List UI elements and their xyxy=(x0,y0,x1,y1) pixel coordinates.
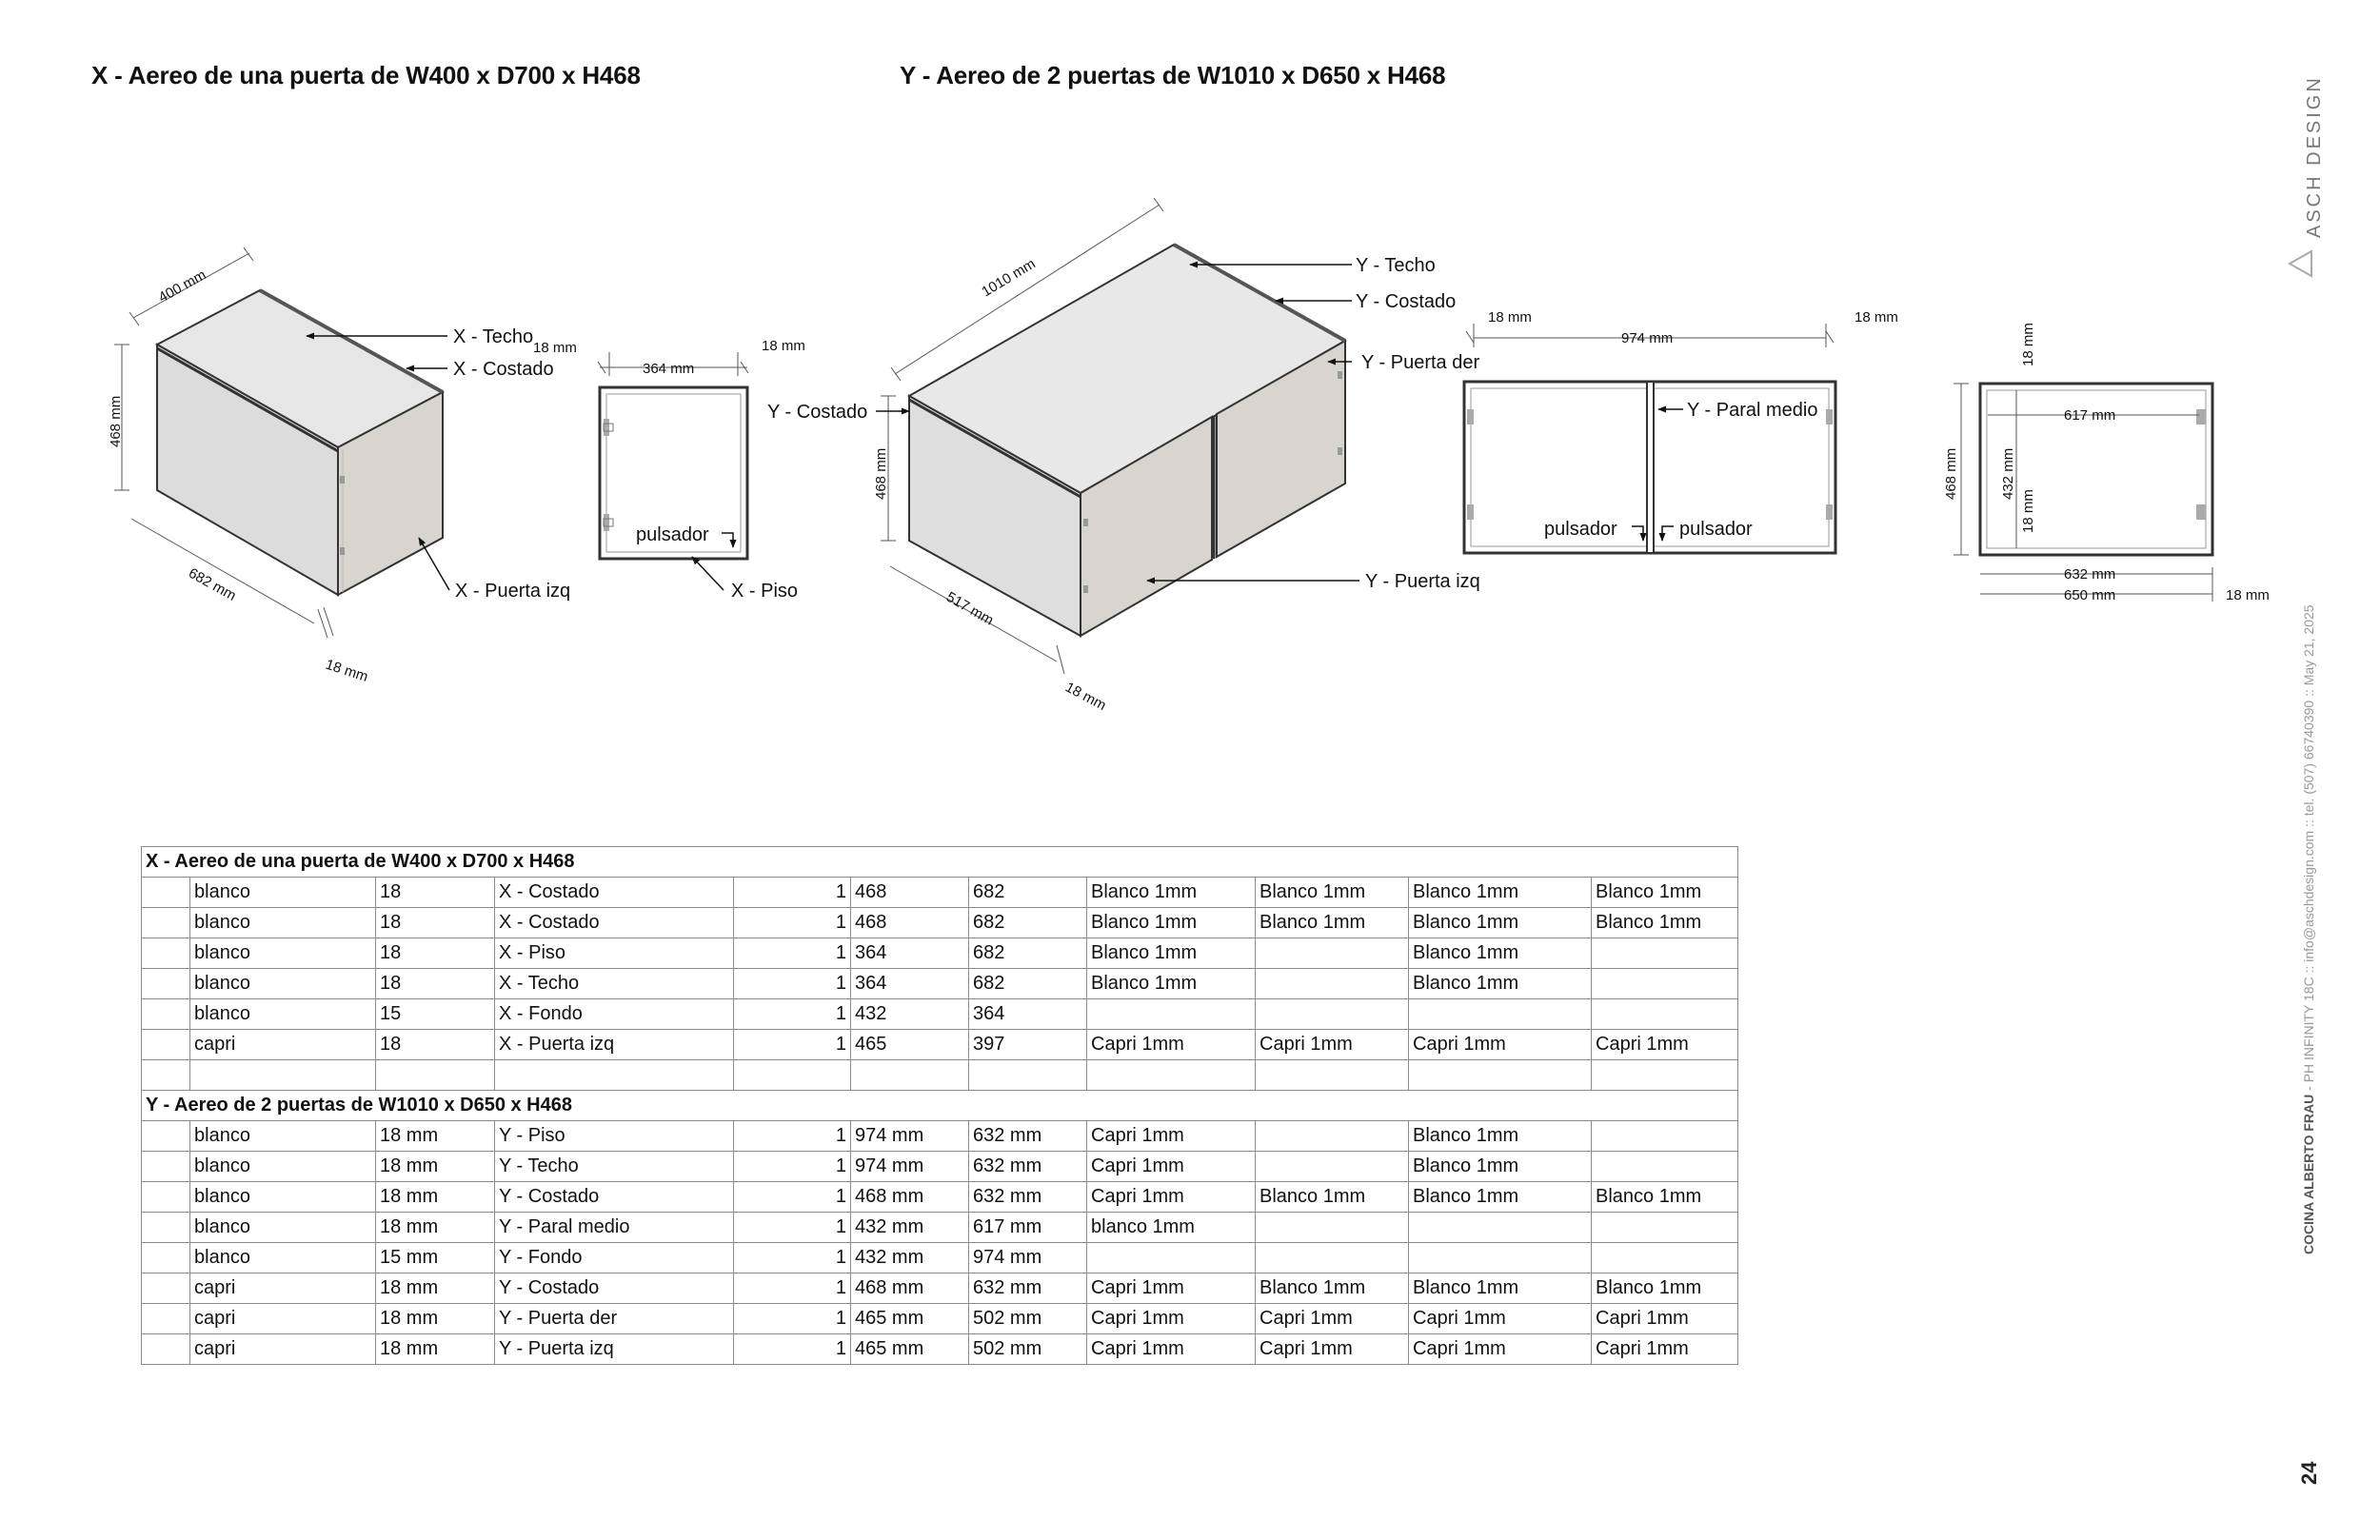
table-cell: blanco xyxy=(190,1243,376,1273)
table-cell: 18 mm xyxy=(376,1121,495,1152)
table-cell: 18 mm xyxy=(376,1182,495,1213)
table-row xyxy=(142,878,1738,908)
y-front-right: 18 mm xyxy=(1854,309,1898,326)
y-front-left: 18 mm xyxy=(1488,309,1532,326)
table-cell: blanco xyxy=(190,1152,376,1182)
table-cell: Blanco 1mm xyxy=(1087,878,1256,908)
table-cell xyxy=(142,1213,190,1243)
table-cell xyxy=(734,1060,851,1091)
table-cell: 974 mm xyxy=(851,1152,969,1182)
table-cell xyxy=(1256,1213,1409,1243)
table-cell: blanco 1mm xyxy=(1087,1213,1256,1243)
table-row xyxy=(142,1243,1738,1273)
table-row xyxy=(142,1304,1738,1334)
y-dim-depth: 517 mm xyxy=(943,588,997,629)
table-cell: 617 mm xyxy=(969,1213,1087,1243)
table-cell: Blanco 1mm xyxy=(1592,878,1738,908)
table-cell: Capri 1mm xyxy=(1256,1304,1409,1334)
table-row xyxy=(142,969,1738,999)
table-row xyxy=(142,1334,1738,1365)
table-cell xyxy=(142,1030,190,1060)
table-cell xyxy=(142,1304,190,1334)
table-cell: 432 xyxy=(851,999,969,1030)
table-cell xyxy=(1592,938,1738,969)
title-y: Y - Aereo de 2 puertas de W1010 x D650 x H468 xyxy=(900,61,1446,89)
table-cell xyxy=(142,1243,190,1273)
table-cell: Blanco 1mm xyxy=(1409,878,1592,908)
table-cell: Y - Costado xyxy=(495,1182,734,1213)
table-cell: Blanco 1mm xyxy=(1592,1182,1738,1213)
table-cell xyxy=(142,999,190,1030)
table-cell xyxy=(1409,1243,1592,1273)
table-cell: 465 xyxy=(851,1030,969,1060)
table-cell: Capri 1mm xyxy=(1592,1334,1738,1365)
table-cell: 1 xyxy=(734,999,851,1030)
table-row xyxy=(142,1273,1738,1304)
y-label-puerta-izq: Y - Puerta izq xyxy=(1365,571,1480,592)
y-dim-width: 1010 mm xyxy=(979,255,1039,301)
table-cell xyxy=(969,1060,1087,1091)
table-cell: blanco xyxy=(190,969,376,999)
table-cell: Capri 1mm xyxy=(1087,1030,1256,1060)
x-label-pulsador: pulsador xyxy=(636,524,709,545)
table-cell: blanco xyxy=(190,938,376,969)
table-cell xyxy=(1087,999,1256,1030)
y-label-costado-left: Y - Costado xyxy=(767,402,868,423)
table-cell: Blanco 1mm xyxy=(1087,969,1256,999)
table-cell: 682 xyxy=(969,938,1087,969)
y-side-right: 18 mm xyxy=(2226,587,2270,603)
table-cell: Capri 1mm xyxy=(1087,1182,1256,1213)
table-cell: Y - Paral medio xyxy=(495,1213,734,1243)
y-dim-thick: 18 mm xyxy=(1062,679,1109,715)
table-cell xyxy=(495,1060,734,1091)
y-label-costado-top: Y - Costado xyxy=(1356,291,1457,312)
table-cell: X - Fondo xyxy=(495,999,734,1030)
table-cell: blanco xyxy=(190,908,376,938)
table-cell xyxy=(142,1273,190,1304)
table-cell xyxy=(142,1334,190,1365)
table-section-title: Y - Aereo de 2 puertas de W1010 x D650 x H468 xyxy=(142,1091,1738,1121)
table-cell: Blanco 1mm xyxy=(1409,908,1592,938)
table-cell: 364 xyxy=(851,938,969,969)
table-cell: X - Costado xyxy=(495,908,734,938)
table-cell xyxy=(1409,1060,1592,1091)
table-cell xyxy=(142,1182,190,1213)
y-label-puerta-der: Y - Puerta der xyxy=(1361,352,1480,373)
y-side-inner-h: 432 mm xyxy=(2000,447,2016,500)
table-cell: Y - Fondo xyxy=(495,1243,734,1273)
table-cell: 432 mm xyxy=(851,1213,969,1243)
table-cell: 18 xyxy=(376,908,495,938)
table-cell: Blanco 1mm xyxy=(1409,1273,1592,1304)
table-cell xyxy=(142,1152,190,1182)
x-dim-height: 468 mm xyxy=(108,395,124,447)
table-cell: Blanco 1mm xyxy=(1592,908,1738,938)
table-cell xyxy=(1256,1121,1409,1152)
page-number: 24 xyxy=(2297,1461,2321,1485)
x-dim-thick: 18 mm xyxy=(323,656,370,685)
table-cell: X - Puerta izq xyxy=(495,1030,734,1060)
table-cell xyxy=(1592,969,1738,999)
table-cell xyxy=(142,908,190,938)
x-front-right: 18 mm xyxy=(762,338,805,354)
table-cell: Blanco 1mm xyxy=(1256,1182,1409,1213)
table-cell xyxy=(142,878,190,908)
y-side-inner-w: 617 mm xyxy=(2064,407,2116,424)
y-front-inner: 974 mm xyxy=(1621,330,1674,346)
table-cell: 432 mm xyxy=(851,1243,969,1273)
table-cell: 1 xyxy=(734,969,851,999)
table-cell: blanco xyxy=(190,878,376,908)
table-cell: 1 xyxy=(734,1030,851,1060)
table-row xyxy=(142,938,1738,969)
table-cell xyxy=(1592,1152,1738,1182)
table-cell: 18 mm xyxy=(376,1213,495,1243)
table-cell xyxy=(190,1060,376,1091)
sidebar-info xyxy=(2301,604,2316,1254)
table-cell: 18 xyxy=(376,938,495,969)
table-cell: 1 xyxy=(734,1182,851,1213)
table-cell: Blanco 1mm xyxy=(1409,969,1592,999)
table-cell: Blanco 1mm xyxy=(1592,1273,1738,1304)
table-cell: 632 mm xyxy=(969,1121,1087,1152)
table-cell xyxy=(1087,1060,1256,1091)
table-cell: capri xyxy=(190,1273,376,1304)
table-cell xyxy=(1409,1213,1592,1243)
table-cell: 632 mm xyxy=(969,1273,1087,1304)
x-front-left: 18 mm xyxy=(533,340,577,356)
table-cell: 18 mm xyxy=(376,1334,495,1365)
table-cell: Capri 1mm xyxy=(1256,1334,1409,1365)
table-cell: 468 xyxy=(851,908,969,938)
table-cell: 1 xyxy=(734,1152,851,1182)
table-cell xyxy=(142,1121,190,1152)
table-cell: 465 mm xyxy=(851,1304,969,1334)
table-cell: 468 mm xyxy=(851,1273,969,1304)
table-cell xyxy=(1592,1060,1738,1091)
table-cell: Capri 1mm xyxy=(1409,1304,1592,1334)
table-cell: Blanco 1mm xyxy=(1409,1182,1592,1213)
table-row xyxy=(142,1213,1738,1243)
table-row xyxy=(142,1121,1738,1152)
table-cell: 682 xyxy=(969,908,1087,938)
table-cell xyxy=(1592,1121,1738,1152)
table-cell xyxy=(1256,999,1409,1030)
x-label-piso: X - Piso xyxy=(731,581,799,602)
y-label-techo: Y - Techo xyxy=(1356,255,1436,276)
y-label-pulsador-left: pulsador xyxy=(1544,519,1617,540)
table-cell: Capri 1mm xyxy=(1256,1030,1409,1060)
table-cell: 1 xyxy=(734,908,851,938)
table-cell: Y - Puerta der xyxy=(495,1304,734,1334)
cabinet-y-iso xyxy=(909,245,1345,636)
project-name: COCINA ALBERTO FRAU xyxy=(2301,1094,2316,1254)
table-cell: 974 mm xyxy=(969,1243,1087,1273)
table-section-title: X - Aereo de una puerta de W400 x D700 x H468 xyxy=(142,847,1738,878)
table-row xyxy=(142,1152,1738,1182)
cut-list-table xyxy=(141,846,1738,1365)
table-cell: 15 xyxy=(376,999,495,1030)
table-cell: blanco xyxy=(190,1182,376,1213)
x-dim-depth: 682 mm xyxy=(186,564,239,604)
table-cell: Capri 1mm xyxy=(1087,1152,1256,1182)
y-side-height: 468 mm xyxy=(1943,447,1959,500)
table-cell: 502 mm xyxy=(969,1334,1087,1365)
table-cell: blanco xyxy=(190,999,376,1030)
table-cell: 632 mm xyxy=(969,1152,1087,1182)
table-cell: 632 mm xyxy=(969,1182,1087,1213)
table-cell: Y - Techo xyxy=(495,1152,734,1182)
table-cell: 1 xyxy=(734,1273,851,1304)
table-cell: 1 xyxy=(734,1213,851,1243)
y-dim-height: 468 mm xyxy=(873,447,889,500)
table-cell: 18 xyxy=(376,878,495,908)
table-row xyxy=(142,1030,1738,1060)
table-cell: Capri 1mm xyxy=(1592,1304,1738,1334)
table-cell: 18 xyxy=(376,969,495,999)
table-cell: 682 xyxy=(969,969,1087,999)
y-side-w2: 650 mm xyxy=(2064,587,2116,603)
y-label-paral: Y - Paral medio xyxy=(1687,400,1818,421)
table-cell: capri xyxy=(190,1334,376,1365)
table-cell xyxy=(142,1060,190,1091)
table-cell: Capri 1mm xyxy=(1087,1304,1256,1334)
table-cell: X - Techo xyxy=(495,969,734,999)
table-cell xyxy=(1256,938,1409,969)
x-dim-width: 400 mm xyxy=(155,267,209,306)
table-cell: 1 xyxy=(734,1334,851,1365)
table-cell: 1 xyxy=(734,1121,851,1152)
table-cell: Blanco 1mm xyxy=(1087,938,1256,969)
x-front-inner: 364 mm xyxy=(643,361,695,377)
table-cell: 18 xyxy=(376,1030,495,1060)
table-cell xyxy=(142,938,190,969)
table-cell: 364 xyxy=(851,969,969,999)
table-cell: Blanco 1mm xyxy=(1256,1273,1409,1304)
table-cell: blanco xyxy=(190,1213,376,1243)
table-cell xyxy=(1592,999,1738,1030)
table-cell: 397 xyxy=(969,1030,1087,1060)
table-cell: 502 mm xyxy=(969,1304,1087,1334)
table-cell xyxy=(1256,969,1409,999)
table-cell xyxy=(851,1060,969,1091)
table-cell: Blanco 1mm xyxy=(1409,938,1592,969)
brand-logo-icon xyxy=(2290,251,2311,276)
table-cell: Y - Puerta izq xyxy=(495,1334,734,1365)
y-side-bottom: 18 mm xyxy=(2020,489,2036,533)
table-cell xyxy=(1256,1060,1409,1091)
table-cell: capri xyxy=(190,1030,376,1060)
x-label-costado: X - Costado xyxy=(453,359,554,380)
y-side-w1: 632 mm xyxy=(2064,566,2116,582)
table-cell xyxy=(1087,1243,1256,1273)
table-cell xyxy=(376,1060,495,1091)
table-row xyxy=(142,908,1738,938)
table-cell: 18 mm xyxy=(376,1273,495,1304)
table-cell: Capri 1mm xyxy=(1087,1273,1256,1304)
x-label-techo: X - Techo xyxy=(453,326,534,347)
table-cell: Blanco 1mm xyxy=(1256,908,1409,938)
table-cell: Blanco 1mm xyxy=(1409,1121,1592,1152)
table-cell xyxy=(1256,1243,1409,1273)
table-cell: blanco xyxy=(190,1121,376,1152)
table-cell: 974 mm xyxy=(851,1121,969,1152)
table-cell: capri xyxy=(190,1304,376,1334)
table-cell: Y - Costado xyxy=(495,1273,734,1304)
table-cell xyxy=(1592,1243,1738,1273)
table-cell: Blanco 1mm xyxy=(1409,1152,1592,1182)
table-cell: Capri 1mm xyxy=(1087,1334,1256,1365)
table-cell: X - Piso xyxy=(495,938,734,969)
brand-name: ASCH DESIGN xyxy=(2304,75,2325,238)
x-label-puerta: X - Puerta izq xyxy=(455,581,571,602)
table-cell: 1 xyxy=(734,878,851,908)
table-cell: 468 mm xyxy=(851,1182,969,1213)
table-cell: 682 xyxy=(969,878,1087,908)
table-cell: Capri 1mm xyxy=(1409,1030,1592,1060)
table-cell: Y - Piso xyxy=(495,1121,734,1152)
table-cell xyxy=(1409,999,1592,1030)
table-cell: 15 mm xyxy=(376,1243,495,1273)
table-cell: Capri 1mm xyxy=(1592,1030,1738,1060)
table-cell: X - Costado xyxy=(495,878,734,908)
table-row xyxy=(142,999,1738,1030)
contact-info: - PH INFINITY 18C :: info@aschdesign.com :: tel. (507) 66740390 :: May 21, 2025 xyxy=(2301,604,2316,1095)
table-cell xyxy=(1256,1152,1409,1182)
table-cell: 468 xyxy=(851,878,969,908)
table-cell: 465 mm xyxy=(851,1334,969,1365)
table-cell: 1 xyxy=(734,938,851,969)
table-cell: 18 mm xyxy=(376,1304,495,1334)
table-cell xyxy=(1592,1213,1738,1243)
y-label-pulsador-right: pulsador xyxy=(1679,519,1753,540)
table-row xyxy=(142,1182,1738,1213)
table-cell xyxy=(142,969,190,999)
title-x: X - Aereo de una puerta de W400 x D700 x H468 xyxy=(91,61,641,89)
table-cell: 1 xyxy=(734,1304,851,1334)
table-row xyxy=(142,1060,1738,1091)
table-cell: Capri 1mm xyxy=(1409,1334,1592,1365)
table-cell: 1 xyxy=(734,1243,851,1273)
y-side-top: 18 mm xyxy=(2020,323,2036,366)
table-cell: Capri 1mm xyxy=(1087,1121,1256,1152)
table-cell: 18 mm xyxy=(376,1152,495,1182)
table-cell: Blanco 1mm xyxy=(1087,908,1256,938)
table-cell: 364 xyxy=(969,999,1087,1030)
table-cell: Blanco 1mm xyxy=(1256,878,1409,908)
